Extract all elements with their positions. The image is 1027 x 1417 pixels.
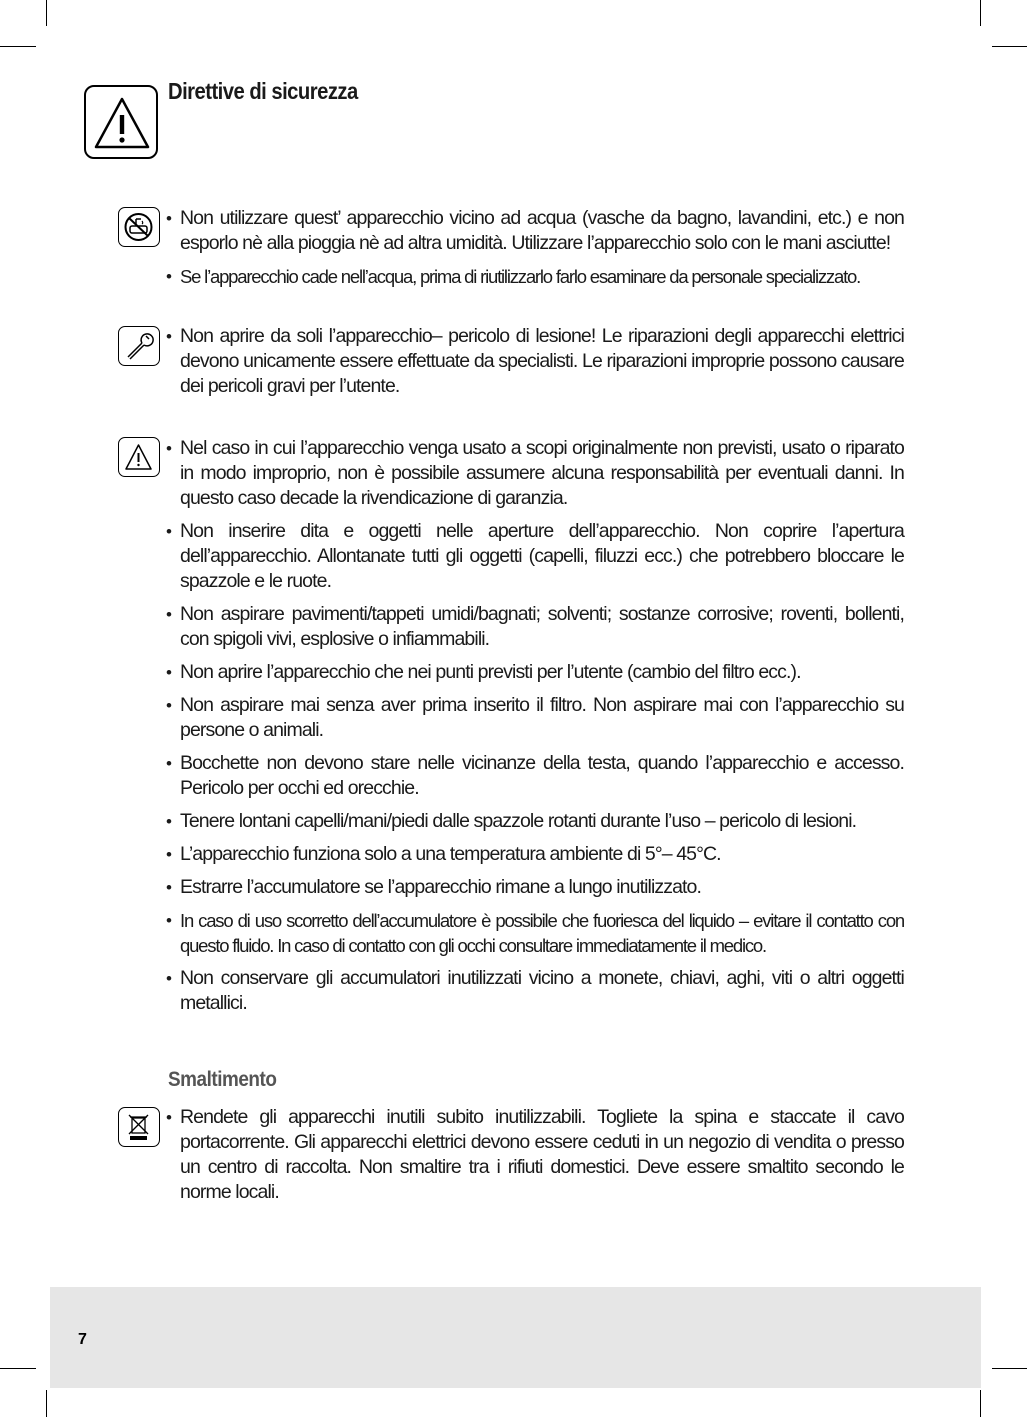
page-footer [50,1287,981,1388]
list-item: • Tenere lontani capelli/mani/piedi dalle spazzole rotanti durante l’uso – pericolo di lesioni. [166,809,904,834]
disposal-list [166,1105,904,1213]
water-safety-list [166,206,904,297]
wrench-icon [118,326,160,366]
page-title: Direttive di sicurezza [168,78,358,104]
list-item: • In caso di uso scorretto dell’accumulatore è possibile che fuoriesca del liquido – evitare il contatto con questo fluido. In caso di contatto con gli occhi consultare immediatamente il medico. [166,908,904,958]
list-item: • Rendete gli apparecchi inutili subito inutilizzabili. Togliete la spina e staccate il cavo portacorrente. Gli apparecchi elettrici devono essere ceduti in un negozio di vendita o presso un centro di raccolta. Non smaltire tra i rifiuti domestici. Deve essere smaltito secondo le norme locali. [166,1105,904,1205]
crossed-bin-icon [118,1107,160,1147]
crop-mark [46,1390,47,1417]
list-item: • Non aspirare pavimenti/tappeti umidi/bagnati; solventi; sostanze corrosive; roventi, bollenti, con spigoli vivi, esplosive o infiammabili. [166,602,904,652]
list-item: • Nel caso in cui l’apparecchio venga usato a scopi originalmente non previsti, usato o riparato in modo improprio, non è possibile assumere alcuna responsabilità per eventuali danni. In questo caso decade la rivendicazione di garanzia. [166,436,904,511]
general-safety-list [166,436,904,1024]
page-number: 7 [78,1331,87,1348]
crop-mark [0,46,36,47]
list-item: • Non conservare gli accumulatori inutilizzati vicino a monete, chiavi, aghi, viti o altri oggetti metallici. [166,966,904,1016]
crop-mark [980,0,981,26]
crop-mark [980,1390,981,1417]
crop-mark [992,1368,1027,1369]
repair-safety-list [166,324,904,407]
list-item: • Non aprire l’apparecchio che nei punti previsti per l’utente (cambio del filtro ecc.). [166,660,904,685]
warning-triangle-icon [84,85,158,159]
warning-triangle-icon [118,437,160,477]
list-item: • Non utilizzare quest’ apparecchio vicino ad acqua (vasche da bagno, lavandini, etc.) e non esporlo nè alla pioggia nè ad altra umidità. Utilizzare l’apparecchio solo con le mani asciutte! [166,206,904,256]
no-water-icon [118,207,160,247]
crop-mark [0,1368,36,1369]
list-item: • Se l’apparecchio cade nell’acqua, prima di riutilizzarlo farlo esaminare da personale specializzato. [166,264,904,289]
list-item: • L’apparecchio funziona solo a una temperatura ambiente di 5°– 45°C. [166,842,904,867]
list-item: • Non aspirare mai senza aver prima inserito il filtro. Non aspirare mai con l’apparecchio su persone o animali. [166,693,904,743]
crop-mark [46,0,47,26]
crop-mark [992,46,1027,47]
list-item: • Bocchette non devono stare nelle vicinanze della testa, quando l’apparecchio e accesso. Pericolo per occhi ed orecchie. [166,751,904,801]
list-item: • Non inserire dita e oggetti nelle aperture dell’apparecchio. Non coprire l’apertura dell’apparecchio. Allontanate tutti gli oggetti (capelli, filuzzi ecc.) che potrebbero bloccare le spazzole e le ruote. [166,519,904,594]
disposal-heading: Smaltimento [168,1068,277,1091]
list-item: • Non aprire da soli l’apparecchio– pericolo di lesione! Le riparazioni degli apparecchi elettrici devono unicamente essere effettuate da specialisti. Le riparazioni improprie possono causare dei pericoli gravi per l’utente. [166,324,904,399]
list-item: • Estrarre l’accumulatore se l’apparecchio rimane a lungo inutilizzato. [166,875,904,900]
